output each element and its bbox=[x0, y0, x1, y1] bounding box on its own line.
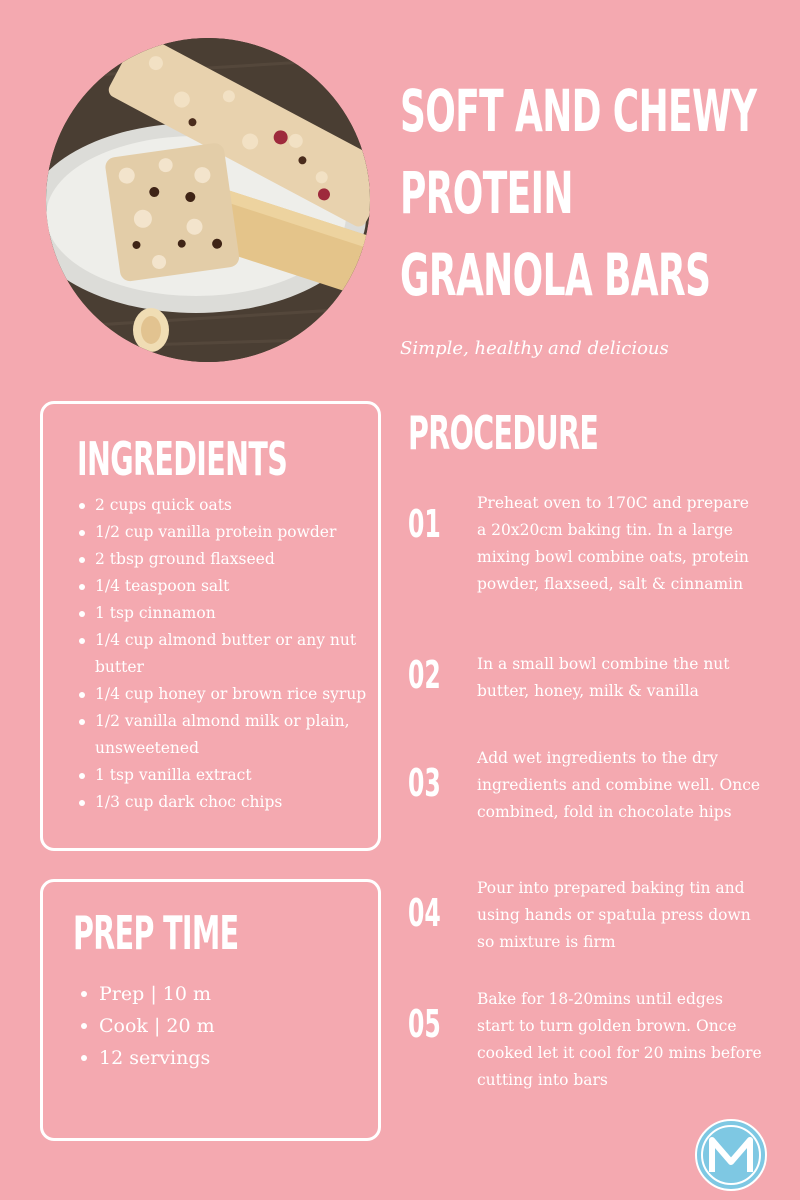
ingredients-box bbox=[40, 401, 381, 851]
prep-time-heading: PREP TIME bbox=[73, 906, 239, 960]
prep-time-item: Cook | 20 m bbox=[77, 1010, 357, 1042]
step-text: Preheat oven to 170C and prepare a 20x20cm baking tin. In a large mixing bowl combine oats, protein powder, flaxseed, salt & cinnamin bbox=[477, 494, 749, 593]
step-number: 05 bbox=[408, 1002, 441, 1046]
ingredient-item: 1/4 teaspoon salt bbox=[77, 573, 367, 600]
step-number: 03 bbox=[408, 761, 441, 805]
ingredient-item: 1/2 vanilla almond milk or plain, unsweetened bbox=[77, 708, 367, 762]
granola-bars-photo bbox=[46, 38, 370, 362]
ingredients-heading: INGREDIENTS bbox=[77, 432, 288, 486]
ingredient-item: 1/3 cup dark choc chips bbox=[77, 789, 367, 816]
ingredients-list bbox=[77, 492, 367, 816]
ingredient-item: 1/4 cup honey or brown rice syrup bbox=[77, 681, 367, 708]
step-number: 04 bbox=[408, 891, 441, 935]
step-text: Bake for 18-20mins until edges start to turn golden brown. Once cooked let it cool for 20 mins before cutting into bars bbox=[477, 990, 762, 1089]
prep-time-item: 12 servings bbox=[77, 1042, 357, 1074]
prep-time-box bbox=[40, 879, 381, 1141]
ingredient-item: 1/4 cup almond butter or any nut butter bbox=[77, 627, 367, 681]
title-line-2: PROTEIN bbox=[400, 159, 573, 227]
recipe-title bbox=[400, 70, 757, 316]
step-text: Add wet ingredients to the dry ingredients and combine well. Once combined, fold in chocolate hips bbox=[477, 749, 761, 821]
procedure-heading: PROCEDURE bbox=[408, 406, 599, 460]
step-text: In a small bowl combine the nut butter, honey, milk & vanilla bbox=[477, 655, 730, 700]
prep-time-item: Prep | 10 m bbox=[77, 978, 357, 1010]
ingredient-item: 2 tbsp ground flaxseed bbox=[77, 546, 367, 573]
prep-time-list bbox=[77, 978, 357, 1074]
title-line-1: SOFT AND CHEWY bbox=[400, 77, 757, 145]
step-text: Pour into prepared baking tin and using hands or spatula press down so mixture is firm bbox=[477, 879, 751, 951]
recipe-subtitle: Simple, healthy and delicious bbox=[400, 338, 669, 359]
ingredient-item: 2 cups quick oats bbox=[77, 492, 367, 519]
m-logo-icon bbox=[694, 1118, 768, 1192]
title-line-3: GRANOLA BARS bbox=[400, 241, 711, 309]
step-number: 02 bbox=[408, 653, 441, 697]
ingredient-item: 1 tsp cinnamon bbox=[77, 600, 367, 627]
ingredient-item: 1/2 cup vanilla protein powder bbox=[77, 519, 367, 546]
ingredient-item: 1 tsp vanilla extract bbox=[77, 762, 367, 789]
step-number: 01 bbox=[408, 502, 441, 546]
